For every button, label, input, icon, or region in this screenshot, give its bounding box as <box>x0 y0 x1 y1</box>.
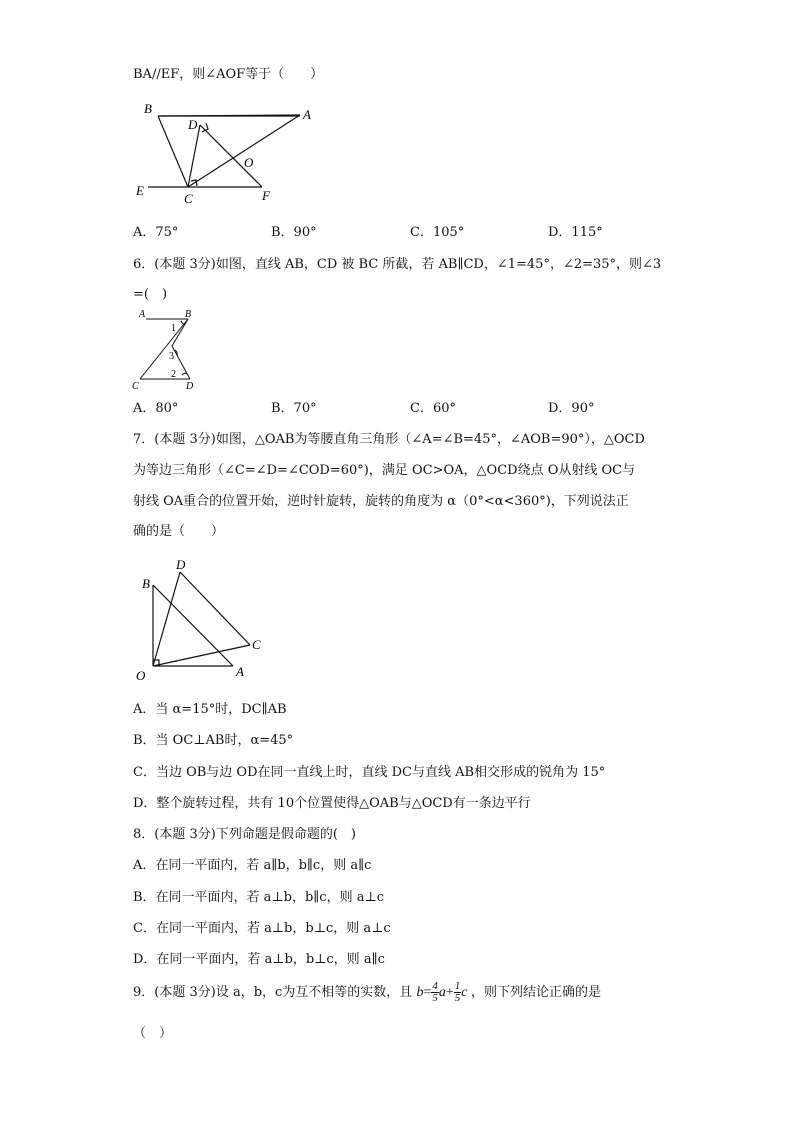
q6-option-a[interactable]: A．80° <box>133 401 179 416</box>
q5-label-f: F <box>262 188 270 203</box>
q7-stem-line4: 确的是（ ） <box>133 524 225 539</box>
q5-label-d: D <box>188 117 198 132</box>
q5-stem-tail: BA//EF，则∠AOF等于（ ） <box>133 67 324 82</box>
q6-label-c: C <box>132 381 139 392</box>
q6-label-d: D <box>186 381 194 392</box>
q7-figure <box>130 555 275 685</box>
q6-label-1: 1 <box>171 323 176 334</box>
q7-stem-line3: 射线 OA重合的位置开始，逆时针旋转，旋转的角度为 α（0°<α<360°)，下列说法正 <box>133 494 629 509</box>
q6-option-d[interactable]: D．90° <box>548 401 595 416</box>
q9-frac1-num: 4 <box>432 980 438 993</box>
q8-option-c[interactable]: C．在同一平面内，若 a⊥b，b⊥c，则 a⊥c <box>133 921 391 936</box>
q7-option-d[interactable]: D．整个旋转过程，共有 10个位置使得△OAB与△OCD有一条边平行 <box>133 796 531 811</box>
q9-frac1-den: 5 <box>432 992 438 1005</box>
q5-label-b: B <box>144 101 152 116</box>
q6-figure <box>130 306 200 394</box>
q9-stem <box>133 980 601 1006</box>
q7-stem-line2: 为等边三角形（∠C=∠D=∠COD=60°)，满足 OC>OA，△OCD绕点 O从射线 OC与 <box>133 463 636 478</box>
q5-option-a[interactable]: A．75° <box>133 225 179 240</box>
q8-option-d[interactable]: D．在同一平面内，若 a⊥b，b⊥c，则 a∥c <box>133 952 385 967</box>
q5-figure <box>130 96 330 208</box>
q7-label-o: O <box>136 668 146 683</box>
q9-frac-4-5 <box>431 981 439 1004</box>
q7-option-a[interactable]: A．当 α=15°时，DC∥AB <box>133 702 287 717</box>
q5-option-c[interactable]: C．105° <box>410 225 465 240</box>
q5-option-d[interactable]: D．115° <box>548 225 603 240</box>
q7-label-d: D <box>176 557 186 572</box>
q6-stem-line1: 6．(本题 3分)如图，直线 AB，CD 被 BC 所截，若 AB∥CD，∠1=45°，∠2=35°，则∠3 <box>133 257 662 272</box>
q9-stem-post: ，则下列结论正确的是 <box>470 985 601 1000</box>
q6-label-a: A <box>139 309 146 320</box>
q6-option-c[interactable]: C．60° <box>410 401 456 416</box>
q7-option-b[interactable]: B．当 OC⊥AB时，α=45° <box>133 733 294 748</box>
q7-label-a: A <box>236 664 244 679</box>
q8-stem: 8．(本题 3分)下列命题是假命题的( ) <box>133 827 356 842</box>
q9-stem-line2: （ ） <box>133 1026 173 1041</box>
q9-frac2-num: 1 <box>454 980 461 993</box>
q5-label-e: E <box>136 183 144 198</box>
q7-label-b: B <box>142 576 150 591</box>
q9-stem-pre: 9．(本题 3分)设 a，b，c为互不相等的实数，且 <box>133 985 413 1000</box>
q5-label-c: C <box>184 191 193 206</box>
q7-label-c: C <box>252 637 261 652</box>
q5-label-a: A <box>303 107 311 122</box>
q6-label-2: 2 <box>171 369 176 380</box>
q9-formula-eq: = <box>423 985 432 1000</box>
q7-option-c[interactable]: C．当边 OB与边 OD在同一直线上时，直线 DC与直线 AB相交形成的锐角为 15° <box>133 765 606 780</box>
q6-option-b[interactable]: B．70° <box>271 401 317 416</box>
q5-label-o: O <box>244 155 254 170</box>
q8-option-a[interactable]: A．在同一平面内，若 a∥b，b∥c，则 a∥c <box>133 858 372 873</box>
q9-formula-plus: + <box>445 985 454 1000</box>
q8-option-b[interactable]: B．在同一平面内，若 a⊥b，b∥c，则 a⊥c <box>133 890 384 905</box>
q6-label-3: 3 <box>169 351 174 362</box>
q6-label-b: B <box>185 309 192 320</box>
q9-formula-a: a <box>438 985 446 1000</box>
q9-formula-b: b <box>416 985 424 1000</box>
q9-frac2-den: 5 <box>454 992 461 1005</box>
q7-stem-line1: 7．(本题 3分)如图，△OAB为等腰直角三角形（∠A=∠B=45°，∠AOB=90°），△OCD <box>133 432 645 447</box>
q5-option-b[interactable]: B．90° <box>271 225 317 240</box>
q6-stem-line2: =( ) <box>133 287 168 302</box>
q9-formula <box>416 980 471 1005</box>
q9-formula-c: c <box>461 985 468 1000</box>
